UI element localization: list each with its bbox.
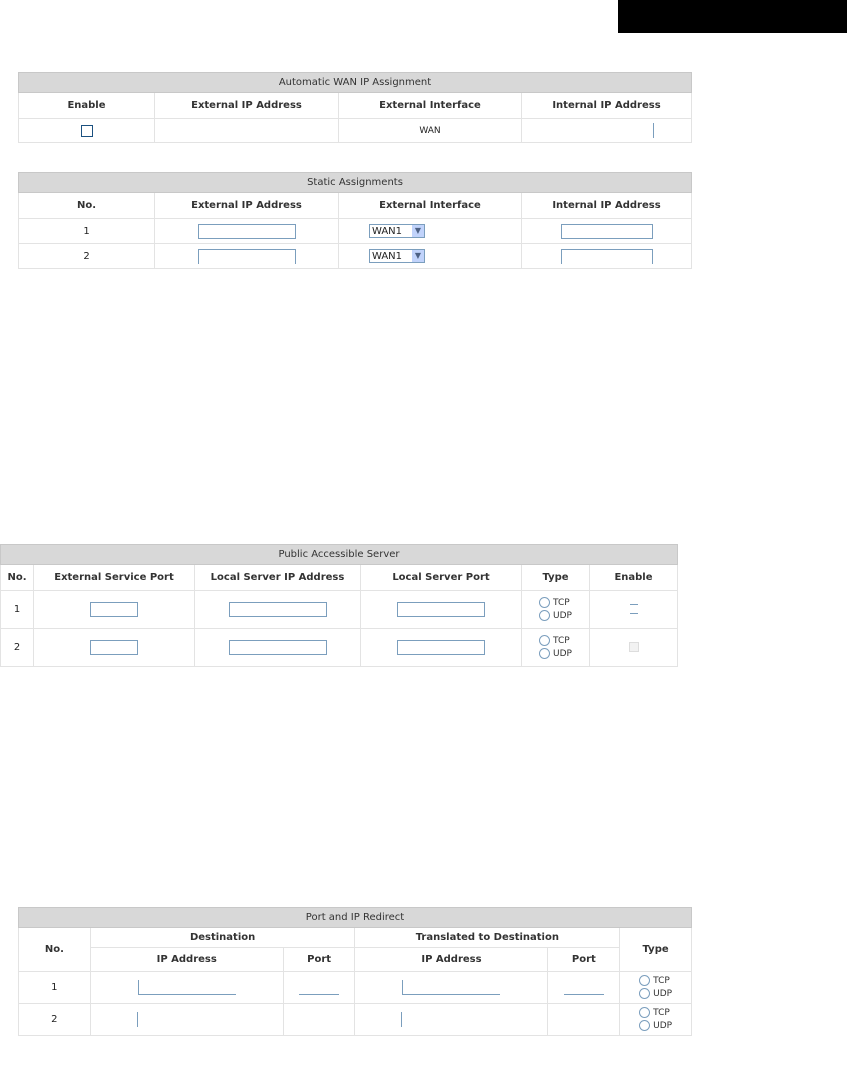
row-no: 1 bbox=[19, 219, 155, 244]
external-service-port-input[interactable] bbox=[90, 602, 138, 617]
tcp-radio[interactable] bbox=[539, 597, 550, 608]
table-row bbox=[1, 629, 678, 667]
tcp-label: TCP bbox=[653, 975, 670, 986]
local-server-port-input[interactable] bbox=[397, 640, 485, 655]
tcp-label: TCP bbox=[553, 597, 570, 608]
external-interface-select[interactable] bbox=[369, 224, 425, 238]
chevron-down-icon: ▼ bbox=[412, 225, 424, 237]
header-no: No. bbox=[19, 193, 155, 219]
header-enable: Enable bbox=[590, 565, 678, 591]
header-trans-ip: IP Address bbox=[355, 948, 548, 972]
dest-port-input[interactable] bbox=[299, 980, 339, 995]
row-no: 2 bbox=[19, 244, 155, 269]
select-value: WAN1 bbox=[372, 251, 403, 262]
enable-checkbox[interactable] bbox=[629, 642, 639, 652]
header-external-service-port: External Service Port bbox=[34, 565, 195, 591]
tcp-label: TCP bbox=[653, 1007, 670, 1018]
chevron-down-icon: ▼ bbox=[412, 250, 424, 262]
udp-label: UDP bbox=[553, 648, 572, 659]
header-no: No. bbox=[19, 928, 91, 972]
header-external-interface: External Interface bbox=[339, 93, 522, 119]
auto-wan-title: Automatic WAN IP Assignment bbox=[19, 73, 692, 93]
auto-wan-enable-checkbox[interactable] bbox=[81, 125, 93, 137]
header-external-interface: External Interface bbox=[339, 193, 522, 219]
redirect-table bbox=[18, 907, 692, 1036]
auto-wan-internal-ip-input[interactable] bbox=[653, 123, 655, 138]
row-no: 2 bbox=[19, 1004, 91, 1036]
udp-radio[interactable] bbox=[539, 648, 550, 659]
udp-radio[interactable] bbox=[639, 1020, 650, 1031]
trans-port-input[interactable] bbox=[548, 1004, 620, 1036]
public-server-title: Public Accessible Server bbox=[1, 545, 678, 565]
udp-radio[interactable] bbox=[639, 988, 650, 999]
local-server-port-input[interactable] bbox=[397, 602, 485, 617]
udp-label: UDP bbox=[653, 1020, 673, 1031]
header-internal-ip: Internal IP Address bbox=[522, 193, 692, 219]
tcp-radio[interactable] bbox=[639, 1007, 650, 1018]
internal-ip-input[interactable] bbox=[561, 224, 653, 239]
table-row bbox=[19, 1004, 692, 1036]
local-server-ip-input[interactable] bbox=[229, 640, 327, 655]
public-server-table bbox=[0, 544, 678, 667]
external-ip-input[interactable] bbox=[198, 224, 296, 239]
trans-ip-input[interactable] bbox=[401, 1012, 403, 1027]
enable-checkbox[interactable] bbox=[630, 604, 638, 614]
select-value: WAN1 bbox=[372, 226, 403, 237]
internal-ip-input[interactable] bbox=[561, 249, 653, 264]
auto-wan-table bbox=[18, 72, 692, 143]
header-dest-ip: IP Address bbox=[90, 948, 283, 972]
auto-wan-interface: WAN bbox=[339, 119, 522, 143]
header-internal-ip: Internal IP Address bbox=[522, 93, 692, 119]
table-row bbox=[1, 591, 678, 629]
dest-ip-input[interactable] bbox=[137, 1012, 139, 1027]
header-destination: Destination bbox=[90, 928, 355, 948]
row-no: 2 bbox=[1, 629, 34, 667]
static-assignments-table bbox=[18, 172, 692, 269]
table-row bbox=[19, 244, 692, 269]
external-interface-select[interactable] bbox=[369, 249, 425, 263]
header-local-server-ip: Local Server IP Address bbox=[195, 565, 361, 591]
header-trans-port: Port bbox=[548, 948, 620, 972]
header-dest-port: Port bbox=[283, 948, 355, 972]
header-enable: Enable bbox=[19, 93, 155, 119]
header-translated: Translated to Destination bbox=[355, 928, 620, 948]
dest-ip-input[interactable] bbox=[138, 980, 236, 995]
header-local-server-port: Local Server Port bbox=[361, 565, 522, 591]
header-type: Type bbox=[522, 565, 590, 591]
header-type: Type bbox=[620, 928, 692, 972]
tcp-radio[interactable] bbox=[539, 635, 550, 646]
trans-port-input[interactable] bbox=[564, 980, 604, 995]
header-no: No. bbox=[1, 565, 34, 591]
table-row bbox=[19, 219, 692, 244]
external-ip-input[interactable] bbox=[198, 249, 296, 264]
auto-wan-external-ip bbox=[155, 119, 339, 143]
black-header-bar bbox=[618, 0, 847, 33]
header-external-ip: External IP Address bbox=[155, 193, 339, 219]
dest-port-input[interactable] bbox=[283, 1004, 355, 1036]
redirect-title: Port and IP Redirect bbox=[19, 908, 692, 928]
trans-ip-input[interactable] bbox=[402, 980, 500, 995]
table-row bbox=[19, 972, 692, 1004]
tcp-radio[interactable] bbox=[639, 975, 650, 986]
header-external-ip: External IP Address bbox=[155, 93, 339, 119]
udp-label: UDP bbox=[653, 988, 673, 999]
udp-radio[interactable] bbox=[539, 610, 550, 621]
tcp-label: TCP bbox=[553, 635, 570, 646]
row-no: 1 bbox=[19, 972, 91, 1004]
external-service-port-input[interactable] bbox=[90, 640, 138, 655]
udp-label: UDP bbox=[553, 610, 572, 621]
static-title: Static Assignments bbox=[19, 173, 692, 193]
local-server-ip-input[interactable] bbox=[229, 602, 327, 617]
row-no: 1 bbox=[1, 591, 34, 629]
